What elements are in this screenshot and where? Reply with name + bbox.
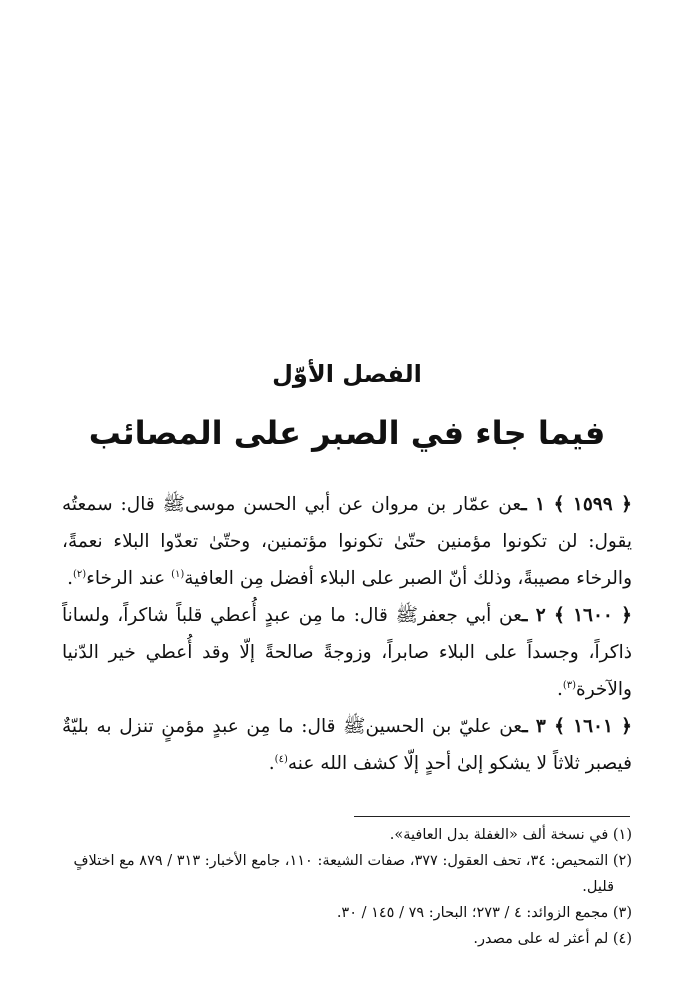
footnote-text: لم أعثر له على مصدر. (473, 931, 609, 947)
hadith-text: عن عليّ بن الحسينﷺ قال: ما مِن عبدٍ مؤمنٍ تنزل به بليّةٌ فيصبر ثلاثاً لا يشكو إلىٰ أحدٍ إلّا كشف الله عنه (62, 716, 632, 774)
footnote-2 (62, 848, 632, 874)
footnote-3 (62, 900, 632, 926)
footnote-text: مجمع الزوائد: ٤ / ٢٧٣؛ البحار: ٧٩ / ١٤٥ / ٣٠. (336, 905, 609, 921)
hadith-text: عن عمّار بن مروان عن أبي الحسن موسىﷺ قال: سمعتُه يقول: لن تكونوا مؤمنين حتّىٰ تكونوا مؤتمنين، وحتّىٰ تعدّوا البلاء نعمةً، والرخاء مصيبةً، وذلك أنّ الصبر على البلاء أفضل مِن العافية (62, 494, 632, 589)
chapter-heading: فيما جاء في الصبر على المصائب (88, 414, 606, 452)
footnote-marker: (١) (171, 568, 185, 580)
hadith-1600 (62, 597, 632, 708)
hadith-text: عن أبي جعفرﷺ قال: ما مِن عبدٍ أُعطي قلباً شاكراً، ولساناً ذاكراً، وجسداً على البلاء صابراً، وزوجةً صالحةً إلّا وقد أُعطي خير الدّنيا والآخرة (62, 605, 632, 700)
hadith-text-continued: عند الرخاء (86, 568, 172, 589)
footnote-mark: (٢) (612, 853, 632, 869)
hadith-end: . (268, 753, 275, 774)
footnote-mark: (٣) (612, 905, 632, 921)
footnote-divider (354, 816, 630, 817)
footnotes (62, 822, 632, 952)
footnote-marker: (٣) (562, 679, 577, 691)
hadith-end: . (556, 679, 563, 700)
footnote-text: التمحيص: ٣٤، تحف العقول: ٣٧٧، صفات الشيعة: ١١٠، جامع الأخبار: ٣١٣ / ٨٧٩ مع اختلافٍ (73, 853, 609, 869)
footnote-mark: (١) (612, 827, 632, 843)
footnote-2-continuation: قليل. (582, 879, 614, 895)
hadith-1599 (62, 486, 632, 597)
footnote-text: في نسخة ألف «الغفلة بدل العافية». (389, 827, 609, 843)
hadith-number: ﴿ ١٥٩٩ ﴾ ١ ـ (521, 494, 632, 515)
footnote-mark: (٤) (612, 931, 632, 947)
hadith-number: ﴿ ١٦٠١ ﴾ ٣ ـ (522, 716, 633, 737)
footnote-1 (62, 822, 632, 848)
hadith-number: ﴿ ١٦٠٠ ﴾ ٢ ـ (522, 605, 632, 626)
footnote-marker: (٢) (73, 568, 87, 580)
hadith-1601 (62, 708, 632, 782)
hadith-end: . (67, 568, 74, 589)
chapter-label: الفصل الأوّل (272, 360, 422, 388)
footnote-4 (62, 926, 632, 952)
hadith-body (62, 486, 632, 782)
footnote-marker: (٤) (274, 753, 288, 765)
